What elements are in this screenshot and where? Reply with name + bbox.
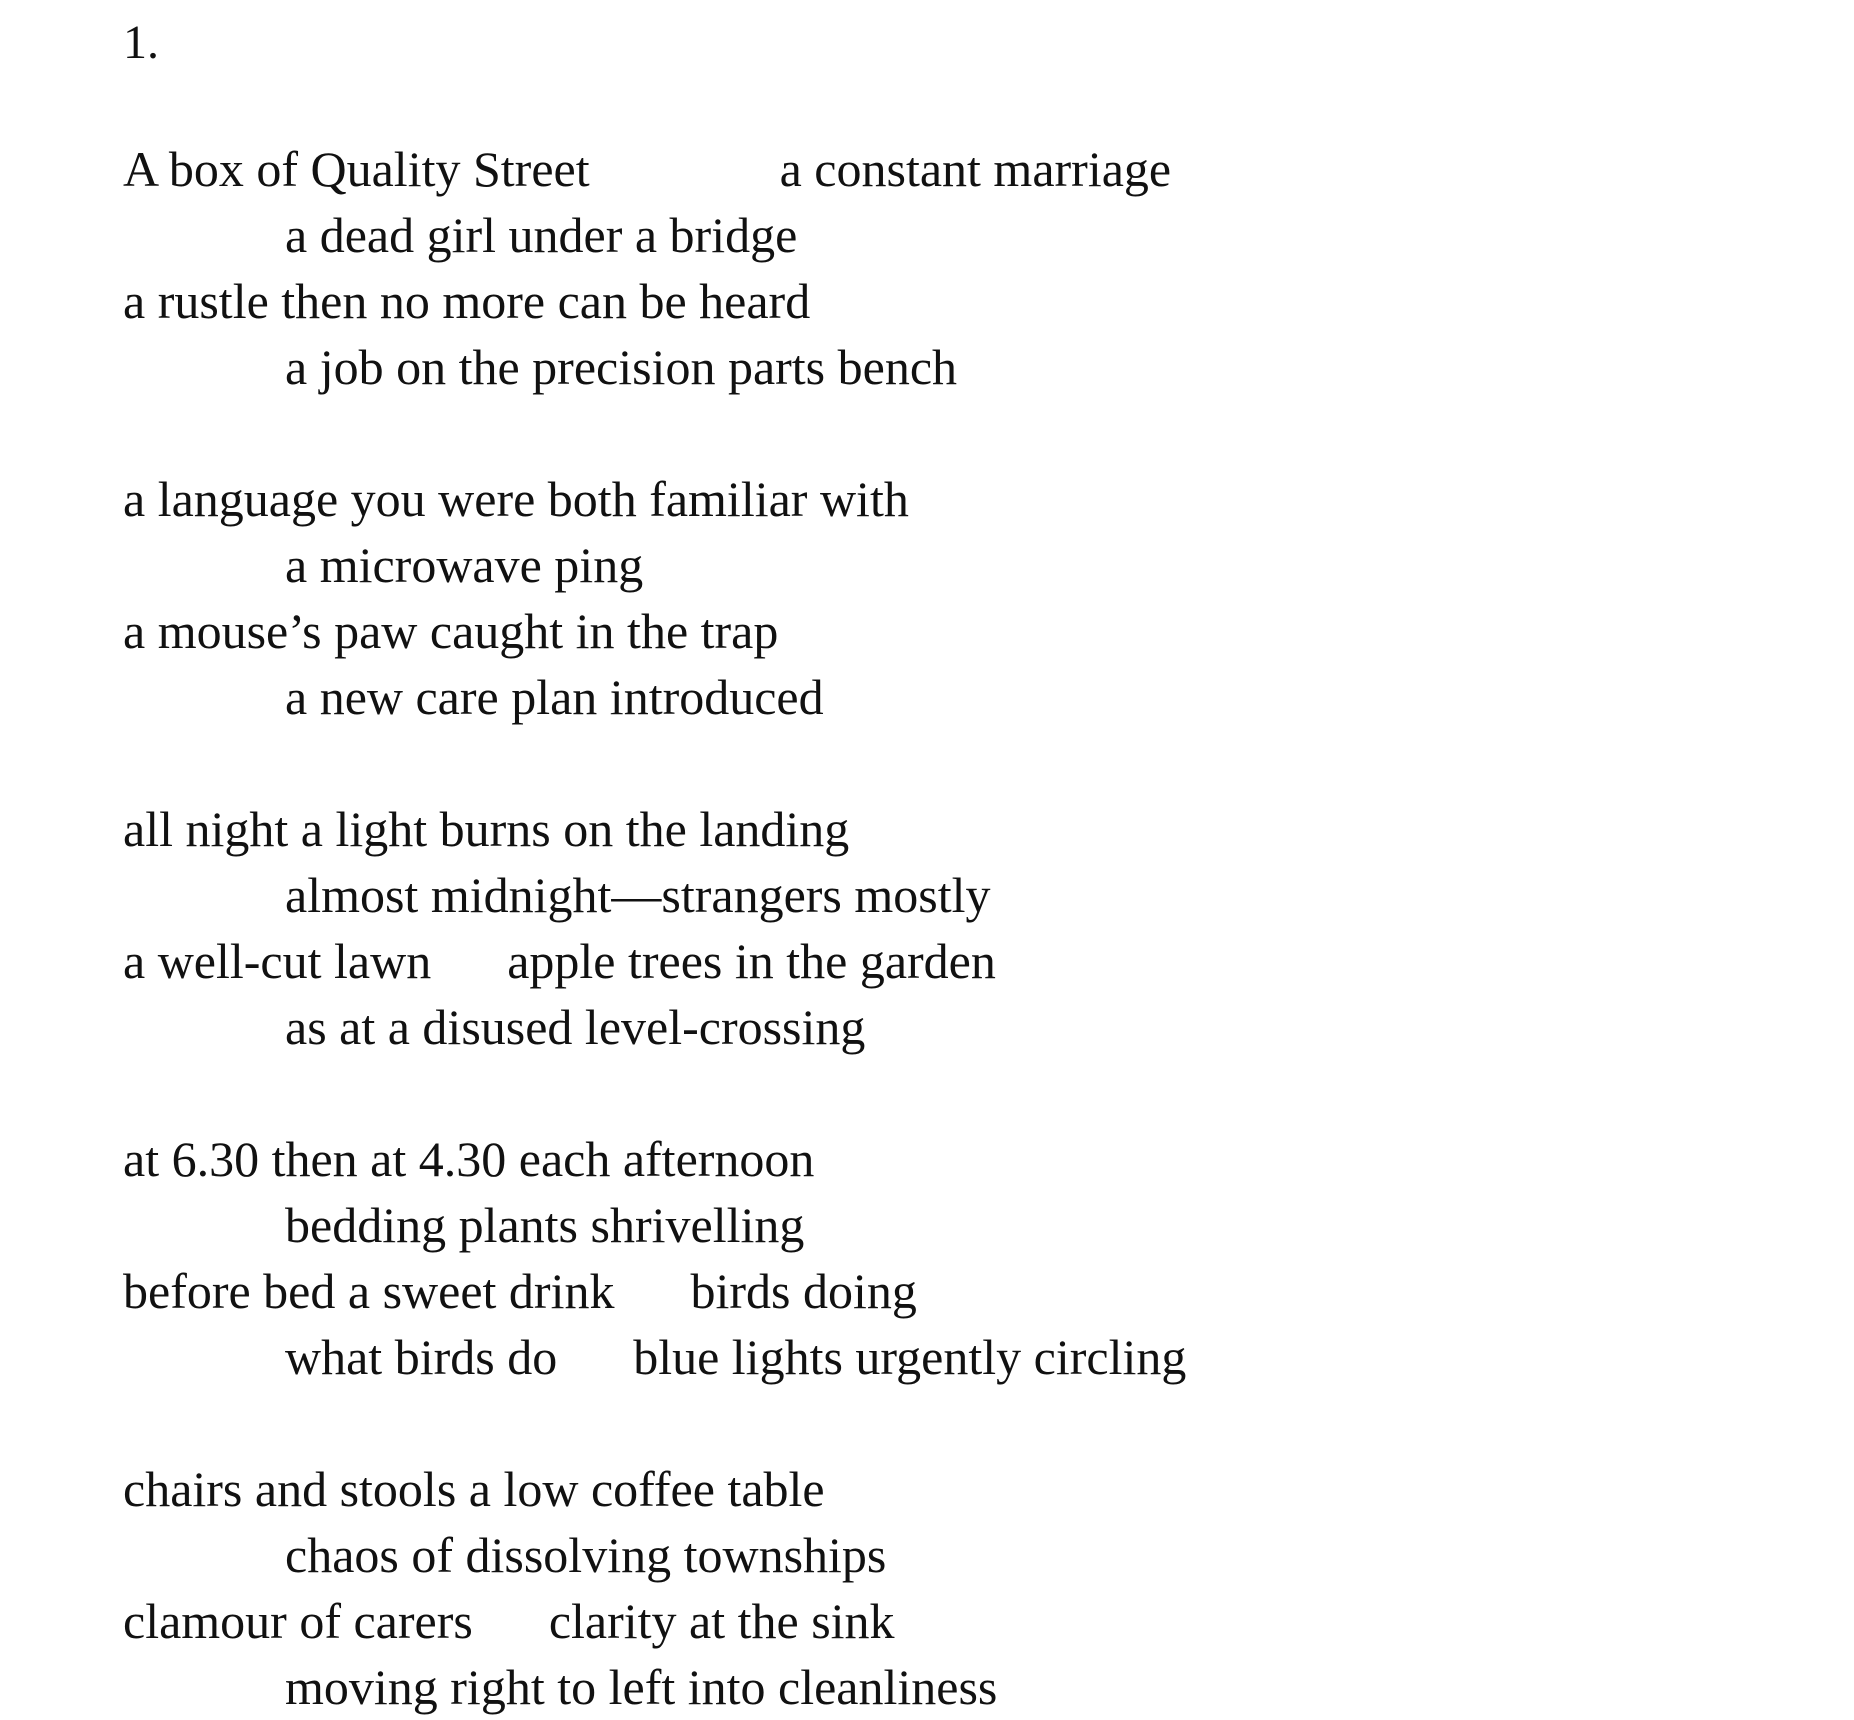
poem-line [123, 136, 1773, 202]
poem-line [123, 1588, 1773, 1654]
poem-line [123, 994, 1773, 1060]
line-segment: at 6.30 then at 4.30 each afternoon [123, 1131, 815, 1187]
line-segment: clamour of carers [123, 1593, 473, 1649]
poem-line [123, 1654, 1773, 1720]
line-segment: blue lights urgently circling [633, 1329, 1187, 1385]
poem-body [123, 136, 1773, 1720]
poem-line [123, 664, 1773, 730]
poem-line [123, 598, 1773, 664]
line-segment: all night a light burns on the landing [123, 801, 850, 857]
line-segment: a dead girl under a bridge [285, 207, 798, 263]
line-segment: A box of Quality Street [123, 141, 590, 197]
line-segment: as at a disused level-crossing [285, 999, 866, 1055]
line-segment: chairs and stools a low coffee table [123, 1461, 825, 1517]
line-segment: a mouse’s paw caught in the trap [123, 603, 779, 659]
line-segment: a job on the precision parts bench [285, 339, 958, 395]
stanza-1 [123, 136, 1773, 400]
line-segment: a rustle then no more can be heard [123, 273, 811, 329]
poem-line [123, 466, 1773, 532]
line-segment: apple trees in the garden [507, 933, 996, 989]
line-segment: almost midnight—strangers mostly [285, 867, 991, 923]
poem-line [123, 334, 1773, 400]
line-segment: chaos of dissolving townships [285, 1527, 887, 1583]
poem-line [123, 796, 1773, 862]
line-segment: moving right to left into cleanliness [285, 1659, 998, 1715]
line-segment: a constant marriage [779, 141, 1172, 197]
poem-line [123, 928, 1773, 994]
poem-line [123, 1324, 1773, 1390]
line-segment: bedding plants shrivelling [285, 1197, 805, 1253]
poem-line [123, 268, 1773, 334]
line-segment: a new care plan introduced [285, 669, 824, 725]
stanza-3 [123, 796, 1773, 1060]
poem-line [123, 862, 1773, 928]
line-segment: a microwave ping [285, 537, 644, 593]
section-number: 1. [123, 16, 159, 69]
poem-line [123, 532, 1773, 598]
line-segment: a well-cut lawn [123, 933, 432, 989]
stanza-2 [123, 466, 1773, 730]
poem-line [123, 1126, 1773, 1192]
line-segment: what birds do [285, 1329, 558, 1385]
poem-line [123, 202, 1773, 268]
stanza-5 [123, 1456, 1773, 1720]
line-segment: clarity at the sink [548, 1593, 895, 1649]
stanza-4 [123, 1126, 1773, 1390]
line-segment: birds doing [690, 1263, 917, 1319]
line-segment: before bed a sweet drink [123, 1263, 615, 1319]
poem-line [123, 1192, 1773, 1258]
line-segment: a language you were both familiar with [123, 471, 909, 527]
poem-line [123, 1258, 1773, 1324]
poem-line [123, 1456, 1773, 1522]
poem-line [123, 1522, 1773, 1588]
